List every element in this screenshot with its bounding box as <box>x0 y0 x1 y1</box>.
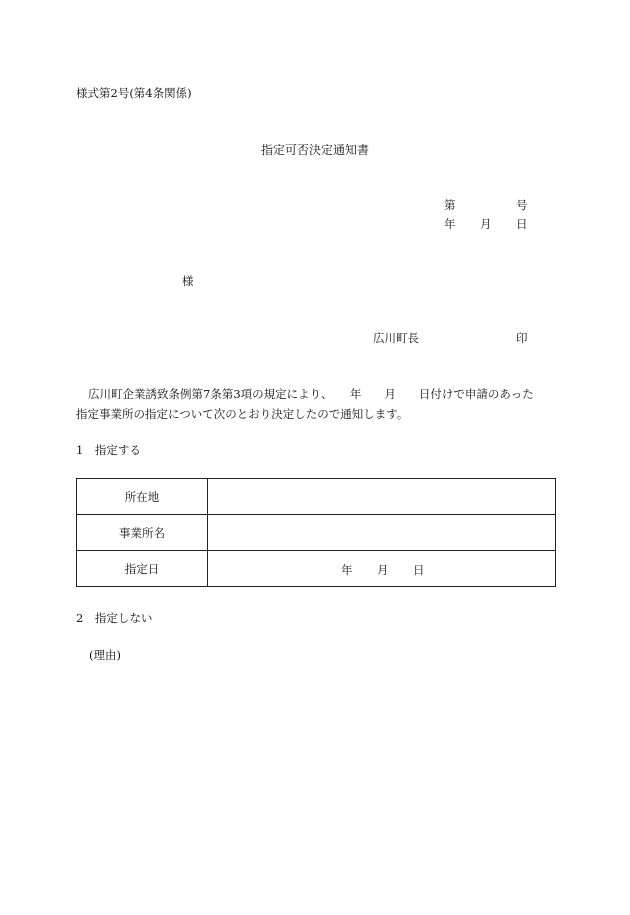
office-name-label: 事業所名 <box>77 515 208 551</box>
document-title: 指定可否決定通知書 <box>260 143 369 157</box>
designation-table <box>76 478 556 587</box>
reason-label: (理由) <box>89 648 121 662</box>
issue-date-day: 日 <box>516 217 528 231</box>
body-paragraph <box>76 384 566 424</box>
issue-date-month: 月 <box>480 217 492 231</box>
section-2-heading: 2 指定しない <box>76 611 153 625</box>
designation-date-day: 日 <box>413 563 425 577</box>
form-number: 様式第2号(第4条関係) <box>76 86 192 100</box>
table-row <box>77 551 556 587</box>
body-line-2: 指定事業所の指定について次のとおり決定したので通知します。 <box>76 407 409 421</box>
designation-date-month: 月 <box>377 563 389 577</box>
office-name-value <box>208 515 556 551</box>
location-label: 所在地 <box>77 479 208 515</box>
location-value <box>208 479 556 515</box>
document-number-suffix: 号 <box>516 198 528 212</box>
addressee-honorific: 様 <box>182 274 194 288</box>
table-row <box>77 515 556 551</box>
designation-date-label: 指定日 <box>77 551 208 587</box>
section-1-heading: 1 指定する <box>76 443 141 457</box>
sender-title: 広川町長 <box>373 331 419 345</box>
document-number-prefix: 第 <box>444 198 456 212</box>
designation-date-value <box>208 551 556 587</box>
designation-date-year: 年 <box>341 563 353 577</box>
issue-date-year: 年 <box>444 217 456 231</box>
body-line-1: 広川町企業誘致条例第7条第3項の規定により、 年 月 日付けで申請のあった <box>88 387 534 401</box>
seal-mark: 印 <box>516 331 528 345</box>
table-row <box>77 479 556 515</box>
